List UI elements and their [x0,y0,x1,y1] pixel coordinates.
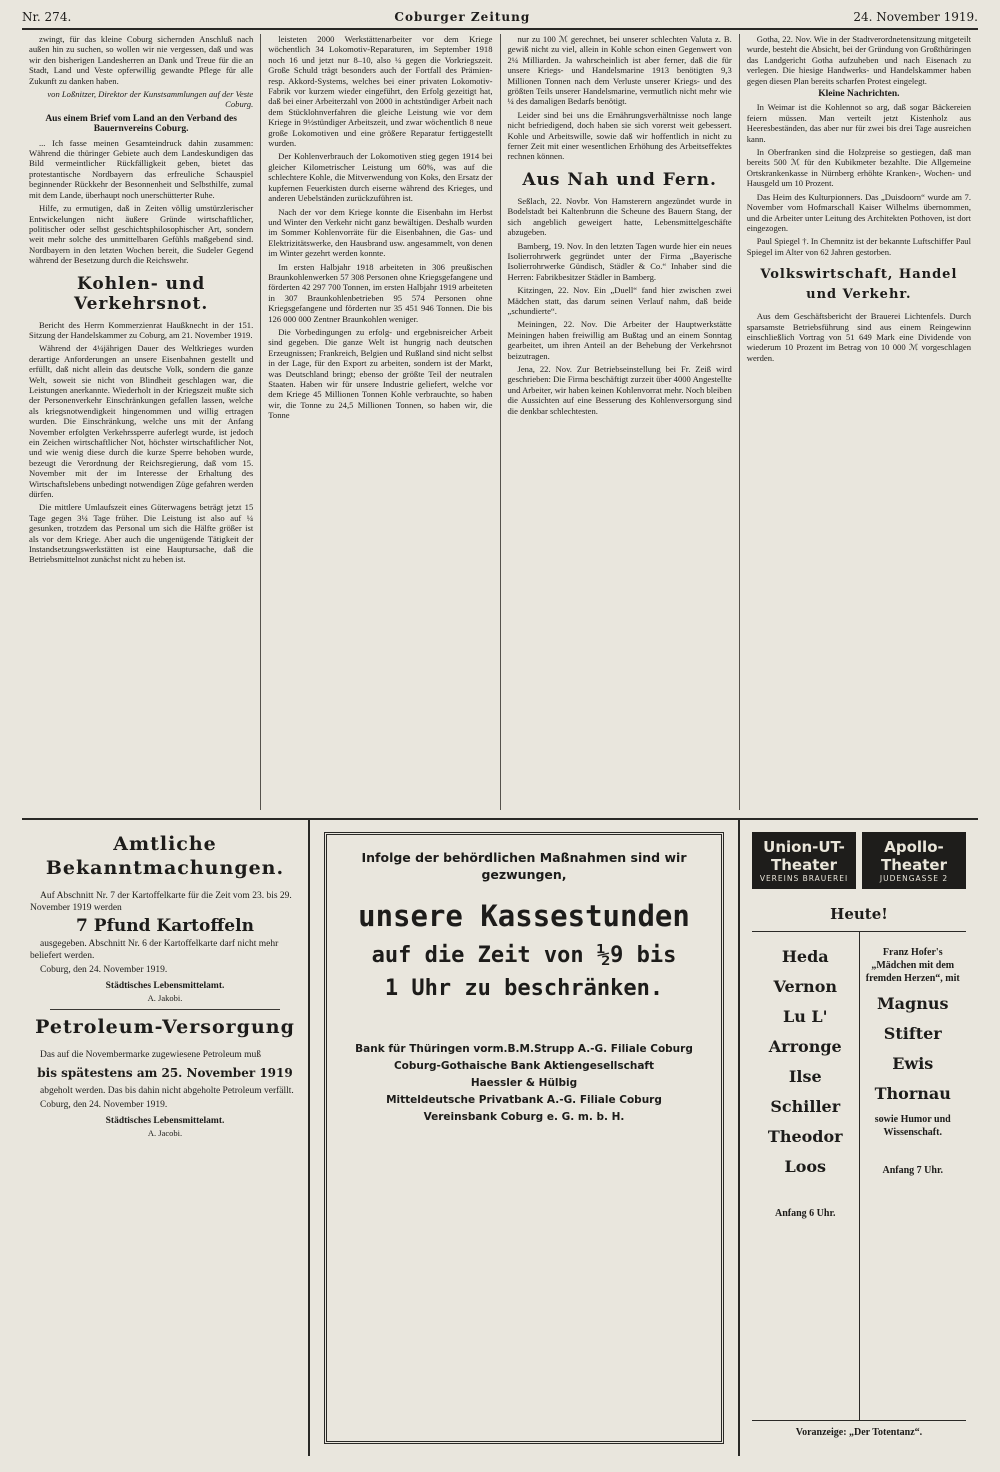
bank-ad-frame [324,832,724,1444]
theatre-ad [740,820,978,1456]
paragraph: Aus dem Geschäftsbericht der Brauerei Lichtenfels. Durch sparsamste Betriebsführung sind aus einem Reingewinn einschließlich Vortrag von 51 649 Mark eine Dividende von wiederum 10 Prozent im Betrag von 10 000 ℳ vorgeschlagen werden. [746,311,971,363]
headline-volkswirtschaft: Volkswirtschaft, Handel und Verkehr. [760,267,958,303]
bank-ad-intro: Infolge der behördlichen Maßnahmen sind wir gezwungen, [361,850,687,882]
notice-name: A. Jacobi. [147,1128,183,1138]
official-notices-ad [22,820,310,1456]
masthead [22,6,978,30]
notice-highlight: bis spätestens am 25. November 1919 [37,1066,293,1080]
bank-name: Vereinsbank Coburg e. G. m. b. H. [423,1111,625,1123]
film-title: Franz Hofer's „Mädchen mit dem fremden Herzen“, mit [865,947,960,984]
cast-name: Ewis Thornau [874,1054,951,1103]
paragraph: leisteten 2000 Werkstättenarbeiter vor dem Kriege wöchentlich 34 Lokomotiv-Reparaturen, im September 1918 noch 16 und jetzt nur 8–10, also ¼ gegen die Vorkriegszeit. Große Schuld trägt besonders auch der Fortfall des Prämien- resp. Akkord-Systems, welches bei einer privaten Lokomotiv-Fabrik vor kurzem wieder eingeführt, den Erfolg gezeitigt hat, daß bei einer Arbeiterzahl von 2000 in achtstündiger Arbeit nach dem Stücklohnverfahren die gleiche Leistung wie vor dem Kriege in 9½stündiger Arbeitszeit, und zwar wöchentlich 8 neue große Lokomotiven und eine größere Reparatur fertiggestellt wurden. [268,34,493,149]
notice-signature: Städtisches Lebensmittelamt. [105,981,225,991]
notice-text: Das auf die Novembermarke zugewiesene Petroleum muß [40,1050,262,1060]
paragraph: Meiningen, 22. Nov. Die Arbeiter der Hauptwerkstätte Meiningen haben freiwillig am Bußtag und an einem Sonntag gearbeitet, um ihren Anteil an der Behebung der Verkehrsnot beizutragen. [507,319,732,361]
union-theater-logo [752,832,856,889]
theatre-name: Union-UT-Theater [763,838,845,874]
start-time: Anfang 6 Uhr. [775,1208,836,1219]
paragraph: Jena, 22. Nov. Zur Betriebseinstellung bei Fr. Zeiß wird geschrieben: Die Firma beschäftigt zurzeit über 4000 Angestellte und Arbeiter, wir haben keinen Kohlenvorrat mehr. Noch bleiben die Aussichten auf eine Besserung des Kohlenversorgung sind die denkbar schlechtesten. [507,363,732,416]
issue-number: Nr. 274. [22,10,72,24]
issue-date: 24. November 1919. [853,10,978,24]
paragraph: Leider sind bei uns die Ernährungsverhältnisse noch lange nicht befriedigend, doch haben sie sich vorerst weit gebessert. Kohle und Arbeitswille, sowie daß wir hoffentlich in nicht zu ferner Zeit mit einer wesentlichen Erhöhung des Arbeitseffektes rechnen können. [507,109,732,162]
paragraph: Das Heim des Kulturpionners. Das „Duisdoorn“ wurde am 7. November vom Hofmarschall Kaiser Wilhelms übernommen, und die Arbeiter unter Leitung des Architekten Pothoven, ist dort eingezogen. [746,191,971,233]
paragraph: Bamberg, 19. Nov. In den letzten Tagen wurde hier ein neues Isolierrohrwerk gegründet unter der Firma „Bayerische Isolierrohrwerke Gündisch, Städler & Co.“ Inhaber sind die Herren: Fabrikbesitzer Städler in Bamberg. [507,240,732,282]
author-signature: von Loßnitzer, Direktor der Kunstsammlungen auf der Veste Coburg. [47,89,254,110]
headline-nah-fern: Aus Nah und Fern. [522,169,717,190]
notice-text: ausgegeben. Abschnitt Nr. 6 der Kartoffelkarte darf nicht mehr beliefert werden. [30,939,279,961]
paragraph: In Oberfranken sind die Holzpreise so gestiegen, daß man bereits 500 ℳ für den Kubikmeter bezahlte. Die Allgemeine Ortskrankenkasse in Nürnberg erhöhte Kranken-, Wochen- und Hausgeld um 10 Prozent. [746,147,971,189]
theatre-programs [752,931,966,1420]
paragraph: Paul Spiegel †. In Chemnitz ist der bekannte Luftschiffer Paul Spiegel im Alter von 62 Jahren gestorben. [746,236,971,257]
bank-ad-hours-end: 1 Uhr zu beschränken. [384,976,664,1001]
bank-hours-ad [310,820,740,1456]
column-2 [261,34,500,810]
bank-name: Bank für Thüringen vorm.B.M.Strupp A.-G. Filiale Coburg [355,1043,693,1055]
paragraph: Bericht des Herrn Kommerzienrat Haußknecht in der 151. Sitzung der Handelskammer zu Coburg, am 21. November 1919. [29,319,254,340]
bank-name: Haessler & Hülbig [470,1077,578,1089]
today-label: Heute! [830,905,888,923]
notice-date: Coburg, den 24. November 1919. [40,1100,168,1110]
paragraph: Gotha, 22. Nov. Wie in der Stadtverordnetensitzung mitgeteilt wurde, besteht die Absicht, bei der Gründung von Großthüringen das Landgericht Gotha aufzuheben und nach Eisenach zu verlegen. Die hiesige Handwerks- und Handelskammer haben gegen diesen Plan bereits scharfen Protest eingelegt. [746,34,971,86]
bank-name: Coburg-Gothaische Bank Aktiengesellschaft [393,1060,655,1072]
cast-name: Heda Vernon [773,947,837,996]
cast-name: Magnus Stifter [876,994,949,1043]
paragraph: zwingt, für das kleine Coburg sichernden Anschluß nach außen hin zu suchen, so wollen wir nie vergessen, daß und was wir den bisherigen Landesherren an Dank und Treue für die an Stadt, Land und Veste opferwillig gewandte Pflege für alle Zukunft zu danken haben. [29,34,254,86]
notice-highlight: 7 Pfund Kartoffeln [76,916,254,936]
notice-text: Auf Abschnitt Nr. 7 der Kartoffelkarte für die Zeit vom 23. bis 29. November 1919 werden [30,891,292,913]
paragraph: In Weimar ist die Kohlennot so arg, daß sogar Bäckereien feiern müssen. Man verteilt jetzt Kistenholz aus Heeresbeständen, das aber nur für zwei bis drei Tage ausreichen kann. [746,102,971,144]
divider [50,1009,280,1010]
cast-name: Theodor Loos [767,1127,843,1176]
article-columns [22,34,978,810]
advertisement-section [22,818,978,1456]
paragraph: Die mittlere Umlaufszeit eines Güterwagens beträgt jetzt 15 Tage gegen 3¼ Tage früher. Die Leistung ist also auf ¼ gesunken, trotzdem das Personal um sich die Hälfte größer ist als vor dem Kriege. Aber auch die ungenügende Tätigkeit der Instandsetzungswerkstätten ist eine Hauptursache, daß die Betriebsmittelnot zunächst nicht zu heben ist. [29,502,254,565]
paragraph: Die Vorbedingungen zu erfolg- und ergebnisreicher Arbeit sind gegeben. Die ganze Welt ist hungrig nach deutschen Erzeugnissen; Frankreich, Belgien und Rußland sind nicht selbst in der Lage, für den Export zu arbeiten, sondern ist der Markt, was Deutschland bringt; ebenso der größte Teil der neutralen Staaten. Haben wir für unsere Industrie geliefert, welche vor dem Kriege 45 Millionen Tonnen Kohle verbrauchte, so haben wir, die Tonne zu 24,5 Millionen Tonnen, so haben wir, die Tonne [268,326,493,421]
notice-date: Coburg, den 24. November 1919. [40,965,168,975]
paragraph: Kitzingen, 22. Nov. Ein „Duell“ fand hier zwischen zwei Mädchen statt, das darum seinen Verlauf nahm, daß beide „schundierte“. [507,285,732,316]
paragraph: nur zu 100 ℳ gerechnet, bei unserer schlechten Valuta z. B. gewiß nicht zu viel, allein in Kohle schon einen Gegenwert von 2¼ Milliarden. Ja wahrscheinlich ist aber ferner, daß die für unsere Kriegs- und Handelsmarine 1913 benötigten 9,3 Millionen Tonnen nach dem Verluste unserer Kriegs- und des größten Teils unserer Handelsmarine, vermutlich nicht mehr wie ¼ des damaligen Bedarfs benötigt. [507,34,732,107]
theatre-sub: JUDENGASSE 2 [879,874,949,883]
notice-signature: Städtisches Lebensmittelamt. [105,1116,225,1126]
bank-name: Mitteldeutsche Privatbank A.-G. Filiale Coburg [386,1094,662,1106]
apollo-program [859,932,967,1420]
cast-name: Lu L' Arronge [768,1007,842,1056]
start-time: Anfang 7 Uhr. [882,1165,943,1176]
paragraph: ... Ich fasse meinen Gesamteindruck dahin zusammen: Während die thüringer Gebiete auch dem Landeskundigen das Bild vermeintlicher Rückfälligkeit geben, bietet das protestantische Nordbayern das erfreuliche Schauspiel beginnender Rückkehr der Besonnenheit und Selbsthilfe, zumal mit dem Lande, überhaupt noch unerschütterter Ruhe. [29,137,254,200]
notices-title: Amtliche Bekanntmachungen. [45,833,285,879]
bank-ad-hours: auf die Zeit von ½9 bis [371,943,677,968]
cast-name: Ilse Schiller [770,1067,841,1116]
notice-name: A. Jakobi. [147,993,183,1003]
apollo-theater-logo [862,832,966,889]
column-1 [22,34,261,810]
preview-notice: Voranzeige: „Der Totentanz“. [752,1420,966,1444]
bank-list [355,1041,693,1126]
theatre-name: Apollo-Theater [881,838,947,874]
petroleum-title: Petroleum-Versorgung [35,1016,295,1038]
paper-title: Coburger Zeitung [394,10,531,24]
paragraph: Nach der vor dem Kriege konnte die Eisenbahn im Herbst und Winter den Verkehr nicht ganz bewältigen. Deshalb wurden im Sommer Kohlenvorräte für die Eisenbahnen, die Gas- und Elektrizitätswerke, den Hausbrand usw. angesammelt, von denen im Winter gezehrt werden konnte. [268,206,493,259]
bank-ad-hero: unsere Kassestunden [358,899,690,933]
theatre-sub: VEREINS BRAUEREI [759,874,849,883]
column-3 [501,34,740,810]
paragraph: Seßlach, 22. Novbr. Von Hamsterern angezündet wurde in Bodelstadt bei Kaltenbrunn die Scheune des Bauern Stang, der sich angeblich geweigert hatte, Lebensmittelgeschäfte abzugeben. [507,195,732,238]
section-subhead: Kleine Nachrichten. [818,89,900,100]
program-extra: sowie Humor und Wissenschaft. [874,1114,951,1138]
theatre-headers [752,832,966,889]
column-4 [740,34,978,810]
paragraph: Im ersten Halbjahr 1918 arbeiteten in 306 preußischen Braunkohlenwerken 57 308 Personen ohne Kriegsgefangene und förderten 42 297 700 Tonnen, im ersten Halbjahr 1919 arbeiteten in 307 Braunkohlenbetrieben 95 574 Personen ohne Kriegsgefangene und förderten nur 35 451 946 Tonnen. Die bis 126 000 000 Zentner Braunkohlen weniger. [268,261,493,324]
notice-text: abgeholt werden. Das bis dahin nicht abgeholte Petroleum verfällt. [40,1086,294,1096]
paragraph: Der Kohlenverbrauch der Lokomotiven stieg gegen 1914 bei gleicher Kilometrischer Leistung um 60%, was auf die schlechtere Kohle, die Mitverwendung von Koks, den Ersatz der kupfernen Feuerkisten durch eiserne während des Krieges, und anderen Uebelständen zurückzuführen ist. [268,151,493,204]
paragraph: Hilfe, zu ermutigen, daß in Zeiten völlig umstürzlerischer Entwickelungen nicht äußere Gründe wirtschaftlicher, politischer oder selbst geschichtsphilosophischer Art, sondern weit mehr solche des unmittelbaren Gefühls maßgebend sind. Nordbayern in den letzten Wochen bereit, die Sudeler Gegend während der Besetzung durch die Reichswehr. [29,203,254,266]
paragraph: Während der 4¼jährigen Dauer des Weltkrieges wurden derartige Anforderungen an unsere Eisenbahnen gestellt und erfüllt, daß nicht allein das deutsche Volk, sondern die ganze Welt, soweit sie nicht von Blindheit geschlagen war, die Leistungen anerkannte. Wiederholt in der Kriegszeit mußte sich der Personenverkehr Einschränkungen gefallen lassen, welche als kriegsnotwendigkeit hingenommen und willig ertragen wurden. Die Einschränkung, welche uns mit der Anfang November erfolgten Verkehrssperre auferlegt wurde, ist jedoch ein Zeichen wirtschaftlicher Not, höchster wirtschaftlicher Not, und wie wenig diese durch die kurze Sperre behoben wurde, bezeugt die Verordnung der Reichsregierung, daß vom 15. November mit der im Interesse der Erhaltung des Wirtschaftslebens unbedingt notwendigen Züge gefahren werden dürfen. [29,343,254,500]
headline-kohlennot: Kohlen- und Verkehrsnot. [73,273,209,314]
union-program [752,932,859,1420]
section-subhead: Aus einem Brief vom Land an den Verband des Bauernvereins Coburg. [45,113,237,135]
